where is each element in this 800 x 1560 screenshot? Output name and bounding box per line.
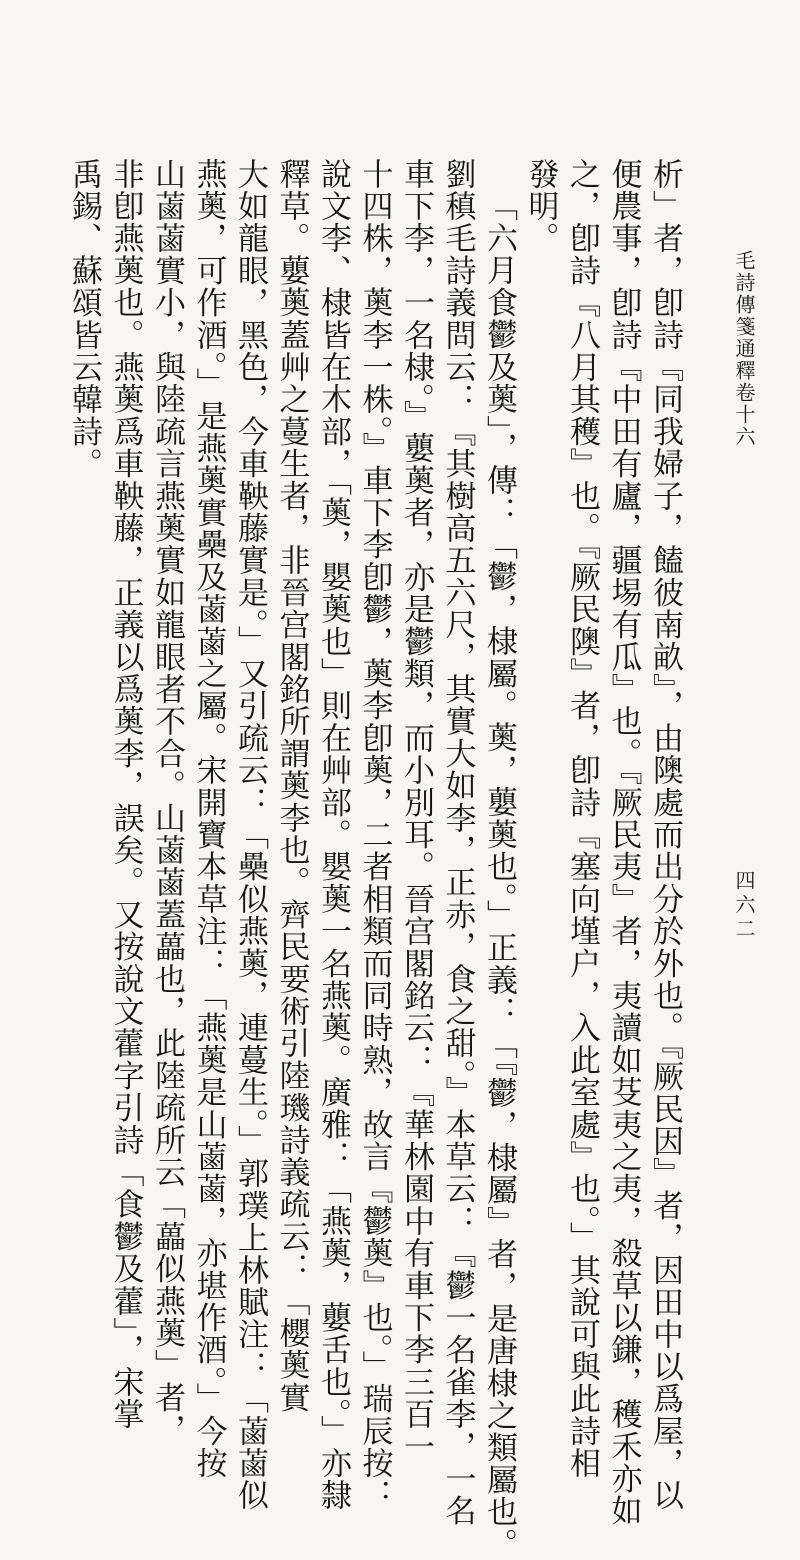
text-column: 十四株，薁李一株。』車下李卽鬱，薁李卽薁，二者相類而同時熟，故言『鬱薁』也。」瑞辰按： bbox=[356, 158, 393, 1512]
page-number: 四六二 bbox=[732, 870, 756, 942]
text-column: 大如龍眼，黑色，今車鞅藤實是。」又引疏云：「櫐似燕薁，連蔓生。」郭璞上林賦注：「蓾蓾似 bbox=[232, 158, 268, 1512]
text-column: 非卽燕薁也。燕薁爲車鞅藤，正義以爲薁李，誤矣。又按說文藿字引詩「食鬱及藿」，宋掌 bbox=[107, 158, 144, 1431]
running-title: 毛詩傳箋通釋卷十六 bbox=[732, 250, 756, 448]
body-text bbox=[66, 158, 685, 1560]
text-column: 之，卽詩『八月其穫』也。『厥民隩』者，卽詩『塞向墐户，入此室處』也。」其說可與此詩相 bbox=[564, 158, 600, 1480]
text-column: 「六月食鬱及薁」，傳：「鬱，棣屬。薁，蘡薁也。」正義：「『鬱，棣屬』者，是唐棣之類屬也。 bbox=[481, 190, 517, 1560]
text-column: 燕薁，可作酒。」是燕薁實櫐及蓾蓾之屬。宋開寶本草注：「燕薁是山蓾蓾，亦堪作酒。」今按 bbox=[190, 158, 227, 1480]
text-column: 說文李、棣皆在木部，「薁，嬰薁也」則在艸部。嬰薁一名燕薁。廣雅：「燕薁，蘡舌也。」亦隸 bbox=[315, 158, 351, 1512]
text-column: 車下李，一名棣。』蘡薁者，亦是鬱類，而小別耳。晉宫閣銘云：『華林園中有車下李三百一 bbox=[398, 158, 434, 1463]
text-column: 山蓾蓾實小，與陸疏言燕薁實如龍眼者不合。山蓾蓾蓋藟也，此陸疏所云「藟似燕薁」者， bbox=[149, 158, 185, 1446]
text-column: 便農事，卽詩『中田有廬，疆埸有瓜』也。『厥民夷』者，夷讀如芟夷之夷，殺草以鎌，穫禾亦如 bbox=[605, 158, 642, 1528]
text-column: 禹錫、蘇頌皆云韓詩。 bbox=[66, 158, 102, 480]
text-column: 析」者，卽詩『同我婦子，饁彼南畝』，由隩處而出分於外也。『厥民因』者，因田中以爲屋，以 bbox=[647, 158, 683, 1512]
text-column: 釋草。蘡薁蓋艸之蔓生者，非晉宫閣銘所謂薁李也。齊民要術引陸璣詩義疏云：「櫻薁實 bbox=[273, 158, 310, 1414]
text-column: 劉稹毛詩義問云：『其樹高五六尺，其實大如李，正赤，食之甜。』本草云：『鬱一名雀李，一名 bbox=[439, 158, 476, 1528]
text-column: 發明。 bbox=[522, 158, 559, 255]
